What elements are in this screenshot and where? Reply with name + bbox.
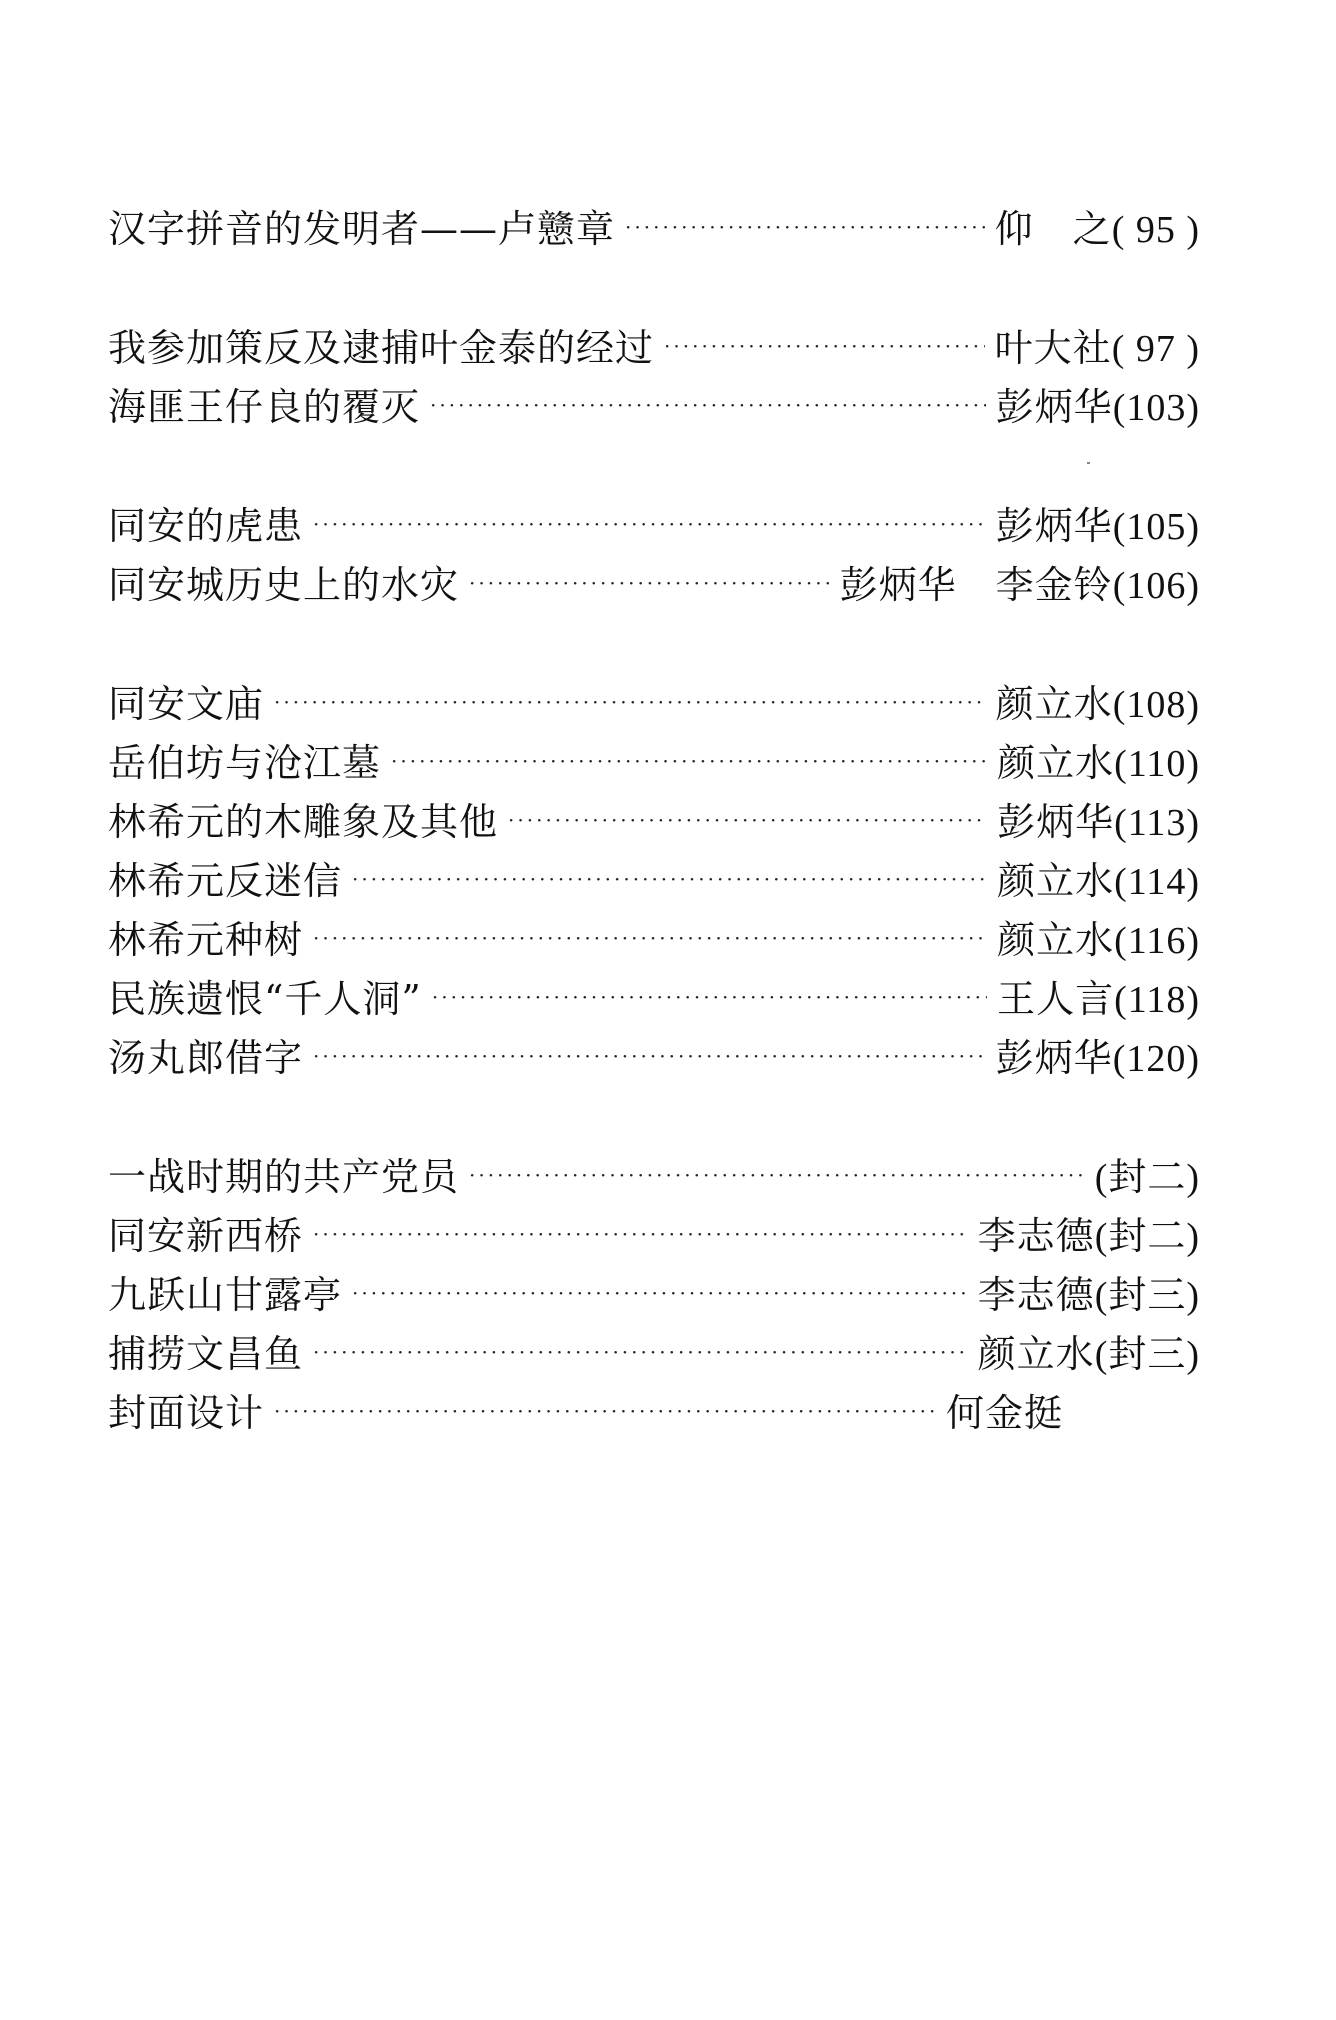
toc-entry <box>108 734 1200 793</box>
toc-entry <box>108 497 1200 556</box>
entry-title: 林希元种树 <box>108 918 304 962</box>
entry-page: ( 95 ) <box>1111 209 1200 251</box>
entry-author: 王人言 <box>997 977 1115 1021</box>
toc-entry <box>108 556 1200 615</box>
dot-leader <box>469 1146 1085 1205</box>
entry-author: 仰 之 <box>994 207 1112 251</box>
toc-group <box>108 200 1200 259</box>
entry-page: (封三) <box>1094 1275 1200 1317</box>
entry-page: (114) <box>1114 861 1200 903</box>
toc-entry <box>108 970 1200 1029</box>
dot-leader <box>274 673 986 732</box>
scan-speck <box>1087 462 1090 464</box>
dot-leader <box>313 1323 968 1382</box>
entry-author: 彭炳华 <box>997 800 1115 844</box>
dot-leader <box>274 1382 936 1441</box>
entry-page: (105) <box>1112 506 1200 548</box>
entry-author: 颜立水 <box>977 1332 1095 1376</box>
toc-entry <box>108 319 1200 378</box>
entry-title: 同安城历史上的水灾 <box>108 563 460 607</box>
entry-title: 海匪王仔良的覆灭 <box>108 385 421 429</box>
dot-leader <box>430 376 986 435</box>
entry-page: (118) <box>1114 979 1200 1021</box>
entry-author: 彭炳华 李金铃 <box>839 563 1113 607</box>
entry-author: 彭炳华 <box>995 385 1113 429</box>
entry-title: 我参加策反及逮捕叶金泰的经过 <box>108 326 655 370</box>
toc-entry <box>108 200 1200 259</box>
entry-title: 岳伯坊与沧江墓 <box>108 741 382 785</box>
toc-entry <box>108 1266 1200 1325</box>
dot-leader <box>313 495 986 554</box>
entry-page: (封二) <box>1094 1216 1200 1258</box>
entry-author: 彭炳华 <box>995 504 1113 548</box>
entry-page: (110) <box>1114 743 1200 785</box>
dot-leader <box>432 968 987 1027</box>
toc-entry <box>108 1384 1063 1443</box>
entry-title: 林希元的木雕象及其他 <box>108 800 499 844</box>
entry-author: 颜立水 <box>995 682 1113 726</box>
entry-page: (108) <box>1112 684 1200 726</box>
entry-page: (103) <box>1112 387 1200 429</box>
dot-leader <box>352 850 987 909</box>
entry-author: 李志德 <box>977 1273 1095 1317</box>
toc-group <box>108 497 1200 615</box>
entry-page: (120) <box>1112 1038 1200 1080</box>
entry-title: 同安新西桥 <box>108 1214 304 1258</box>
entry-title: 捕捞文昌鱼 <box>108 1332 304 1376</box>
entry-title: 同安文庙 <box>108 682 265 726</box>
dot-leader <box>664 317 985 376</box>
dot-leader <box>352 1264 968 1323</box>
table-of-contents <box>108 200 1200 1443</box>
entry-author: 叶大社 <box>994 326 1112 370</box>
toc-group <box>108 1148 1200 1443</box>
dot-leader <box>625 198 985 257</box>
toc-entry <box>108 378 1200 437</box>
entry-title: 九跃山甘露亭 <box>108 1273 343 1317</box>
entry-author: 李志德 <box>977 1214 1095 1258</box>
toc-entry <box>108 793 1200 852</box>
entry-title: 民族遗恨“千人洞” <box>108 977 422 1021</box>
dot-leader <box>313 909 987 968</box>
toc-entry <box>108 1029 1200 1088</box>
toc-group <box>108 675 1200 1088</box>
entry-page: (封三) <box>1094 1334 1200 1376</box>
entry-author: 何金挺 <box>945 1391 1063 1435</box>
dot-leader <box>391 732 987 791</box>
toc-entry <box>108 675 1200 734</box>
entry-title: 封面设计 <box>108 1391 265 1435</box>
toc-entry <box>108 1148 1200 1207</box>
toc-entry <box>108 852 1200 911</box>
entry-author: 彭炳华 <box>995 1036 1113 1080</box>
entry-author: 颜立水 <box>997 741 1115 785</box>
toc-entry <box>108 1325 1200 1384</box>
entry-page: (封二) <box>1094 1157 1200 1199</box>
toc-entry <box>108 911 1200 970</box>
dot-leader <box>469 554 830 613</box>
dot-leader <box>508 791 987 850</box>
entry-title: 同安的虎患 <box>108 504 304 548</box>
entry-page: (113) <box>1114 802 1200 844</box>
entry-page: ( 97 ) <box>1111 328 1200 370</box>
entry-author: 颜立水 <box>997 859 1115 903</box>
entry-title: 汉字拼音的发明者——卢戆章 <box>108 207 616 251</box>
toc-group <box>108 319 1200 437</box>
dot-leader <box>313 1027 986 1086</box>
entry-title: 汤丸郎借字 <box>108 1036 304 1080</box>
toc-entry <box>108 1207 1200 1266</box>
dot-leader <box>313 1205 968 1264</box>
entry-title: 一战时期的共产党员 <box>108 1155 460 1199</box>
entry-page: (116) <box>1114 920 1200 962</box>
entry-title: 林希元反迷信 <box>108 859 343 903</box>
entry-page: (106) <box>1112 565 1200 607</box>
entry-author: 颜立水 <box>997 918 1115 962</box>
